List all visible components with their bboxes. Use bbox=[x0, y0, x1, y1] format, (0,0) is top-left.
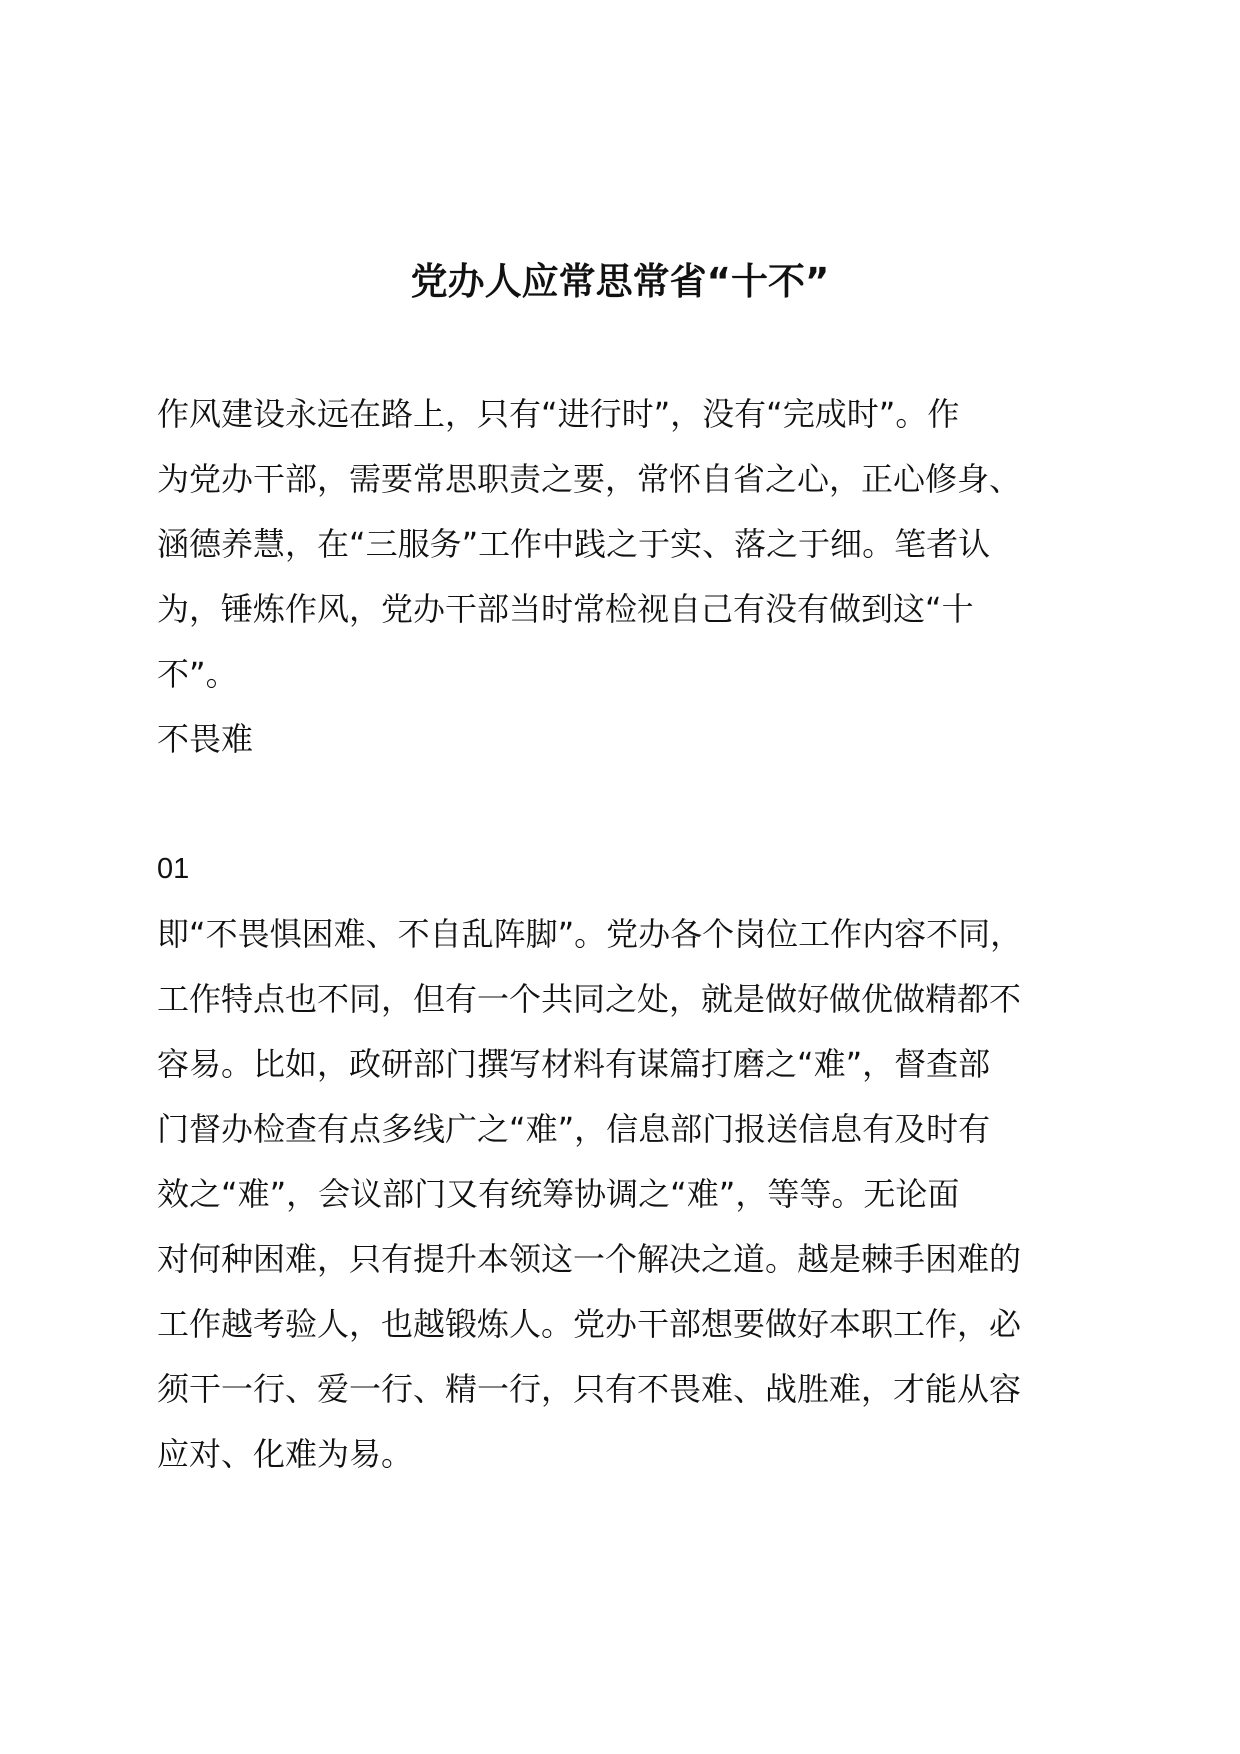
section-paragraph bbox=[157, 902, 1117, 1487]
section-line: 即“不畏惧困难、不自乱阵脚”。党办各个岗位工作内容不同， bbox=[157, 915, 1023, 953]
section-heading-text: 不畏难 bbox=[157, 720, 254, 758]
section-line: 效之“难”，会议部门又有统筹协调之“难”，等等。无论面 bbox=[157, 1175, 960, 1213]
section-number bbox=[157, 837, 1117, 902]
intro-line: 涵德养慧，在“三服务”工作中践之于实、落之于细。笔者认 bbox=[157, 525, 991, 563]
intro-line: 为党办干部，需要常思职责之要，常怀自省之心，正心修身、 bbox=[157, 460, 1022, 498]
section-line: 应对、化难为易。 bbox=[157, 1435, 414, 1473]
section-line: 门督办检查有点多线广之“难”，信息部门报送信息有及时有 bbox=[157, 1110, 991, 1148]
intro-line: 为，锤炼作风，党办干部当时常检视自己有没有做到这“十 bbox=[157, 590, 974, 628]
section-line: 须干一行、爱一行、精一行，只有不畏难、战胜难，才能从容 bbox=[157, 1370, 1022, 1408]
section-line: 工作特点也不同，但有一个共同之处，就是做好做优做精都不 bbox=[157, 980, 1022, 1018]
intro-line: 不”。 bbox=[157, 655, 238, 693]
intro-line: 作风建设永远在路上，只有“进行时”，没有“完成时”。作 bbox=[157, 395, 960, 433]
section-line: 工作越考验人，也越锻炼人。党办干部想要做好本职工作，必 bbox=[157, 1305, 1022, 1343]
section-line: 容易。比如，政研部门撰写材料有谋篇打磨之“难”，督查部 bbox=[157, 1045, 991, 1083]
section-number-text: 01 bbox=[157, 853, 190, 885]
document-title: 党办人应常思常省“十不” bbox=[410, 260, 830, 303]
section-heading bbox=[157, 707, 1117, 772]
section-line: 对何种困难，只有提升本领这一个解决之道。越是棘手困难的 bbox=[157, 1240, 1022, 1278]
intro-paragraph bbox=[157, 382, 1117, 707]
